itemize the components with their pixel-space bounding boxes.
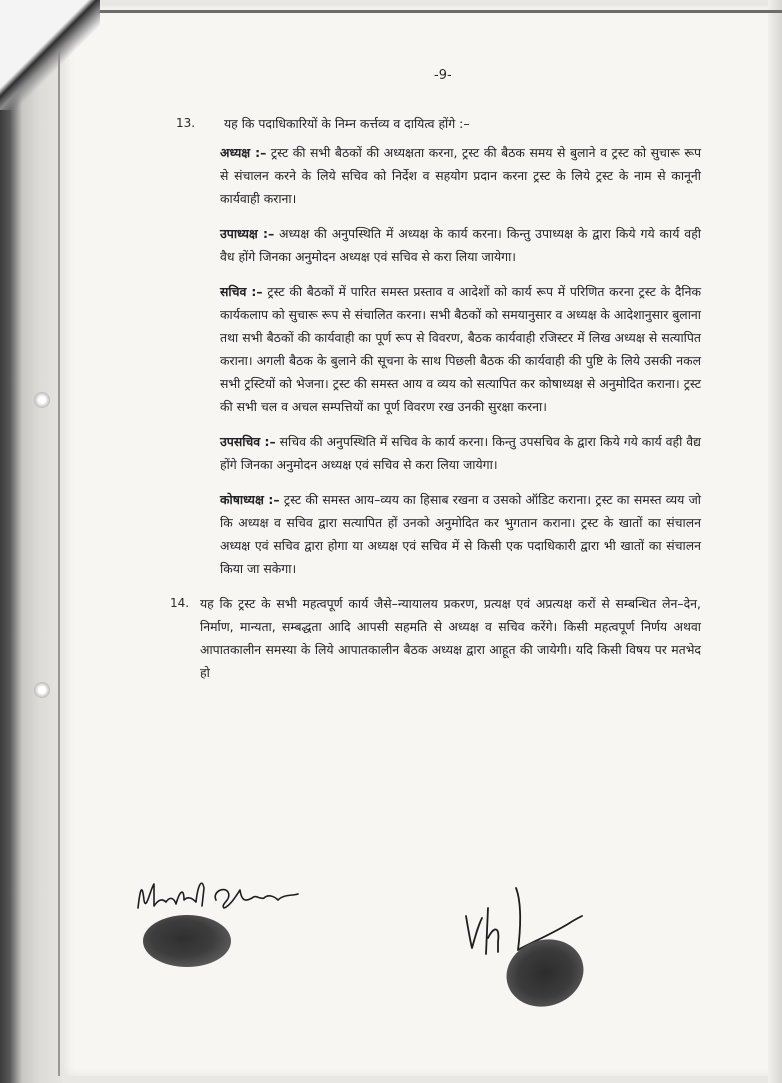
thumb-impression-left bbox=[143, 915, 231, 967]
page-number: -9- bbox=[434, 68, 452, 83]
clause-intro: यह कि ट्रस्ट के सभी महत्वपूर्ण कार्य जैसे–न्यायालय प्रकरण, प्रत्यक्ष एवं अप्रत्यक्ष करों से सम्बन्धित लेन–देन, निर्माण, मान्यता, सम्बद्धता आदि आपसी सहमति से अध्यक्ष व सचिव करेंगे। किसी महत्वपूर्ण निर्णय अथवा आपातकालीन समस्या के लिये आपातकालीन बैठक अध्यक्ष द्वारा आहूत की जायेगी। यदि किसी विषय पर मतभेद हो bbox=[200, 596, 701, 680]
role-sachiv bbox=[220, 280, 701, 418]
document-body bbox=[170, 112, 702, 684]
page-top-edge bbox=[88, 10, 782, 13]
clause-14 bbox=[170, 592, 701, 684]
punch-hole-icon bbox=[34, 392, 50, 408]
role-text: सचिव की अनुपस्थिति में सचिव के कार्य करना। किन्तु उपसचिव के द्वारा किये गये कार्य वही वैद्य होंगे जिनका अनुमोदन अध्यक्ष एवं सचिव से करा लिया जायेगा। bbox=[220, 434, 701, 472]
clause-number: 13. bbox=[176, 116, 196, 130]
role-title: अध्यक्ष :– bbox=[220, 145, 267, 160]
role-adhyaksh bbox=[220, 141, 701, 210]
clause-13 bbox=[176, 112, 701, 580]
role-text: अध्यक्ष की अनुपस्थिति में अध्यक्ष के कार्य करना। किन्तु उपाध्यक्ष के द्वारा किये गये कार्य वही वैध होंगे जिनका अनुमोदन अध्यक्ष एवं सचिव से करा लिया जायेगा। bbox=[220, 226, 701, 264]
signature-left-icon bbox=[132, 870, 312, 920]
role-title: उपाध्यक्ष :– bbox=[220, 226, 275, 241]
scan-left-edge bbox=[0, 0, 62, 1083]
role-text: ट्रस्ट की बैठकों में पारित समस्त प्रस्ताव व आदेशों को कार्य रूप में परिणित करना ट्रस्ट के दैनिक कार्यकलाप को सुचारू रूप से संचालित करना। सभी बैठकों को समयानुसार व अध्यक्ष के आदेशानुसार बुलाना तथा सभी बैठकों की कार्यवाही का पूर्ण रूप से विवरण, बैठक कार्यवाही रजिस्टर में लिख अध्यक्ष से सत्यापित कराना। अगली बैठक के बुलाने की सूचना के साथ पिछली बैठक की कार्यवाही की पुष्टि के लिये उसकी नकल सभी ट्रस्टियों को भेजना। ट्रस्ट की समस्त आय व व्यय को सत्यापित कर कोषाध्यक्ष से अनुमोदित कराना। ट्रस्ट की सभी चल व अचल सम्पत्तियों का पूर्ण विवरण रख उनकी सुरक्षा करना। bbox=[220, 284, 702, 414]
punch-hole-icon bbox=[34, 682, 50, 698]
role-upsachiv bbox=[220, 430, 701, 476]
role-text: ट्रस्ट की समस्त आय–व्यय का हिसाब रखना व उसको ऑडिट कराना। ट्रस्ट का समस्त व्यय जो कि अध्यक्ष व सचिव द्वारा सत्यापित हों उनको अनुमोदित कर भुगतान कराना। ट्रस्ट के खातों का संचालन अध्यक्ष एवं सचिव द्वारा होगा या अध्यक्ष एवं सचिव में से किसी एक पदाधिकारी द्वारा भी खातों का संचालन किया जा सकेगा। bbox=[220, 492, 701, 576]
role-text: ट्रस्ट की सभी बैठकों की अध्यक्षता करना, ट्रस्ट की बैठक समय से बुलाने व ट्रस्ट को सुचारू रूप से संचालन करने के लिये सचिव को निर्देश व सहयोग प्रदान करना ट्रस्ट के लिये ट्रस्ट के नाम से कानूनी कार्यवाही कराना। bbox=[220, 145, 701, 206]
clause-intro: यह कि पदाधिकारियों के निम्न कर्त्तव्य व दायित्व होंगे :– bbox=[224, 116, 470, 131]
role-title: उपसचिव :– bbox=[220, 434, 276, 449]
role-koshadhyaksh bbox=[220, 488, 701, 580]
folded-corner bbox=[0, 0, 100, 110]
page-right-edge bbox=[768, 0, 782, 1083]
role-title: कोषाध्यक्ष :– bbox=[220, 492, 280, 507]
role-upadhyaksh bbox=[220, 222, 701, 268]
role-title: सचिव :– bbox=[220, 284, 263, 299]
clause-number: 14. bbox=[170, 596, 190, 610]
